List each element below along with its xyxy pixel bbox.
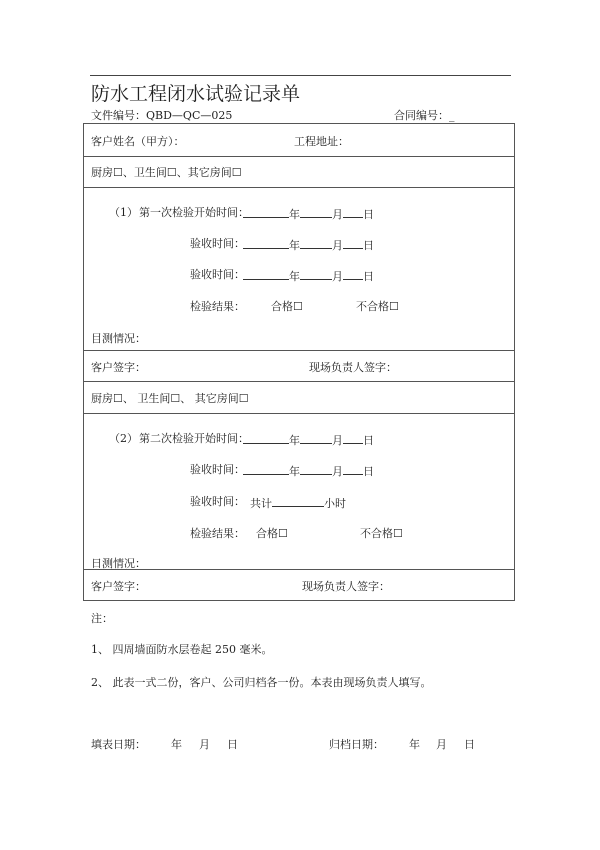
- year-blank[interactable]: [243, 432, 289, 444]
- month-blank[interactable]: [300, 206, 332, 218]
- archive-date-day[interactable]: 日: [464, 738, 475, 751]
- row-divider: [83, 350, 515, 351]
- room-checkboxes-1[interactable]: 厨房☐、卫生间☐、其它房间☐: [91, 166, 242, 179]
- row-divider: [83, 156, 515, 157]
- year-blank[interactable]: [243, 237, 289, 249]
- fail-checkbox[interactable]: 不合格☐: [360, 527, 403, 540]
- result-label: 检验结果：: [190, 527, 245, 540]
- inspection-index-2: （2）: [109, 432, 138, 445]
- room-checkboxes-2[interactable]: 厨房☐、 卫生间☐、 其它房间☐: [91, 392, 249, 405]
- day-unit: 日: [363, 208, 374, 221]
- contract-number: 合同编号：_: [394, 109, 455, 122]
- pass-checkbox[interactable]: 合格☐: [271, 300, 303, 313]
- month-blank[interactable]: [300, 237, 332, 249]
- visual-inspection-label: 日测情况：: [91, 557, 146, 570]
- manager-signature-label: 现场负责人签字：: [309, 361, 397, 374]
- day-blank[interactable]: [343, 237, 363, 249]
- hours-unit: 小时: [324, 497, 346, 510]
- accept-time-label: 验收时间：: [190, 463, 245, 476]
- manager-signature-label: 现场负责人签字：: [302, 580, 390, 593]
- day-unit: 日: [363, 270, 374, 283]
- total-prefix: 共计: [250, 497, 272, 510]
- project-address-label: 工程地址：: [294, 135, 349, 148]
- second-inspection-start-label: 第二次检验开始时间：: [139, 432, 249, 445]
- total-hours-field[interactable]: [250, 495, 346, 511]
- visual-inspection-label: 目测情况：: [91, 332, 146, 345]
- first-inspection-start-date[interactable]: [243, 206, 374, 222]
- month-unit: 月: [332, 208, 343, 221]
- archive-date-month[interactable]: 月: [436, 738, 447, 751]
- pass-checkbox[interactable]: 合格☐: [256, 527, 288, 540]
- year-blank[interactable]: [243, 206, 289, 218]
- year-unit: 年: [289, 208, 300, 221]
- day-unit: 日: [363, 239, 374, 252]
- note-item-1: 1、 四周墙面防水层卷起 250 毫米。: [91, 643, 273, 656]
- row-divider: [83, 187, 515, 188]
- customer-signature-label: 客户签字：: [91, 580, 146, 593]
- day-blank[interactable]: [343, 463, 363, 475]
- day-unit: 日: [363, 465, 374, 478]
- archive-date-label: 归档日期：: [329, 738, 384, 751]
- accept-date-3[interactable]: [243, 463, 374, 479]
- accept-time-label: 验收时间：: [190, 237, 245, 250]
- year-blank[interactable]: [243, 268, 289, 280]
- customer-name-label: 客户姓名（甲方）：: [91, 135, 185, 148]
- accept-time-label: 验收时间：: [190, 268, 245, 281]
- month-unit: 月: [332, 270, 343, 283]
- fill-date-day[interactable]: 日: [227, 738, 238, 751]
- accept-date-1[interactable]: [243, 237, 374, 253]
- note-item-2: 2、 此表一式二份，客户、公司归档各一份。本表由现场负责人填写。: [91, 676, 432, 689]
- fill-date-month[interactable]: 月: [199, 738, 210, 751]
- month-blank[interactable]: [300, 463, 332, 475]
- notes-heading: 注：: [91, 612, 113, 625]
- result-label: 检验结果：: [190, 300, 245, 313]
- fill-date-label: 填表日期：: [91, 738, 146, 751]
- month-unit: 月: [332, 465, 343, 478]
- month-unit: 月: [332, 239, 343, 252]
- record-table: [83, 123, 515, 601]
- year-unit: 年: [289, 239, 300, 252]
- row-divider: [83, 413, 515, 414]
- month-blank[interactable]: [300, 268, 332, 280]
- doc-number: 文件编号：QBD—QC—025: [91, 109, 233, 122]
- first-inspection-start-label: 第一次检验开始时间：: [139, 206, 249, 219]
- accept-time-label: 验收时间：: [190, 495, 245, 508]
- row-divider: [83, 569, 515, 570]
- fail-checkbox[interactable]: 不合格☐: [356, 300, 399, 313]
- day-blank[interactable]: [343, 268, 363, 280]
- accept-date-2[interactable]: [243, 268, 374, 284]
- month-blank[interactable]: [300, 432, 332, 444]
- top-rule: [90, 75, 511, 76]
- year-blank[interactable]: [243, 463, 289, 475]
- hours-blank[interactable]: [272, 495, 324, 507]
- fill-date-year[interactable]: 年: [171, 738, 182, 751]
- day-blank[interactable]: [343, 432, 363, 444]
- inspection-index-1: （1）: [109, 206, 138, 219]
- year-unit: 年: [289, 465, 300, 478]
- archive-date-year[interactable]: 年: [409, 738, 420, 751]
- row-divider: [83, 381, 515, 382]
- year-unit: 年: [289, 434, 300, 447]
- year-unit: 年: [289, 270, 300, 283]
- day-blank[interactable]: [343, 206, 363, 218]
- page-title: 防水工程闭水试验记录单: [91, 83, 301, 105]
- customer-signature-label: 客户签字：: [91, 361, 146, 374]
- month-unit: 月: [332, 434, 343, 447]
- second-inspection-start-date[interactable]: [243, 432, 374, 448]
- day-unit: 日: [363, 434, 374, 447]
